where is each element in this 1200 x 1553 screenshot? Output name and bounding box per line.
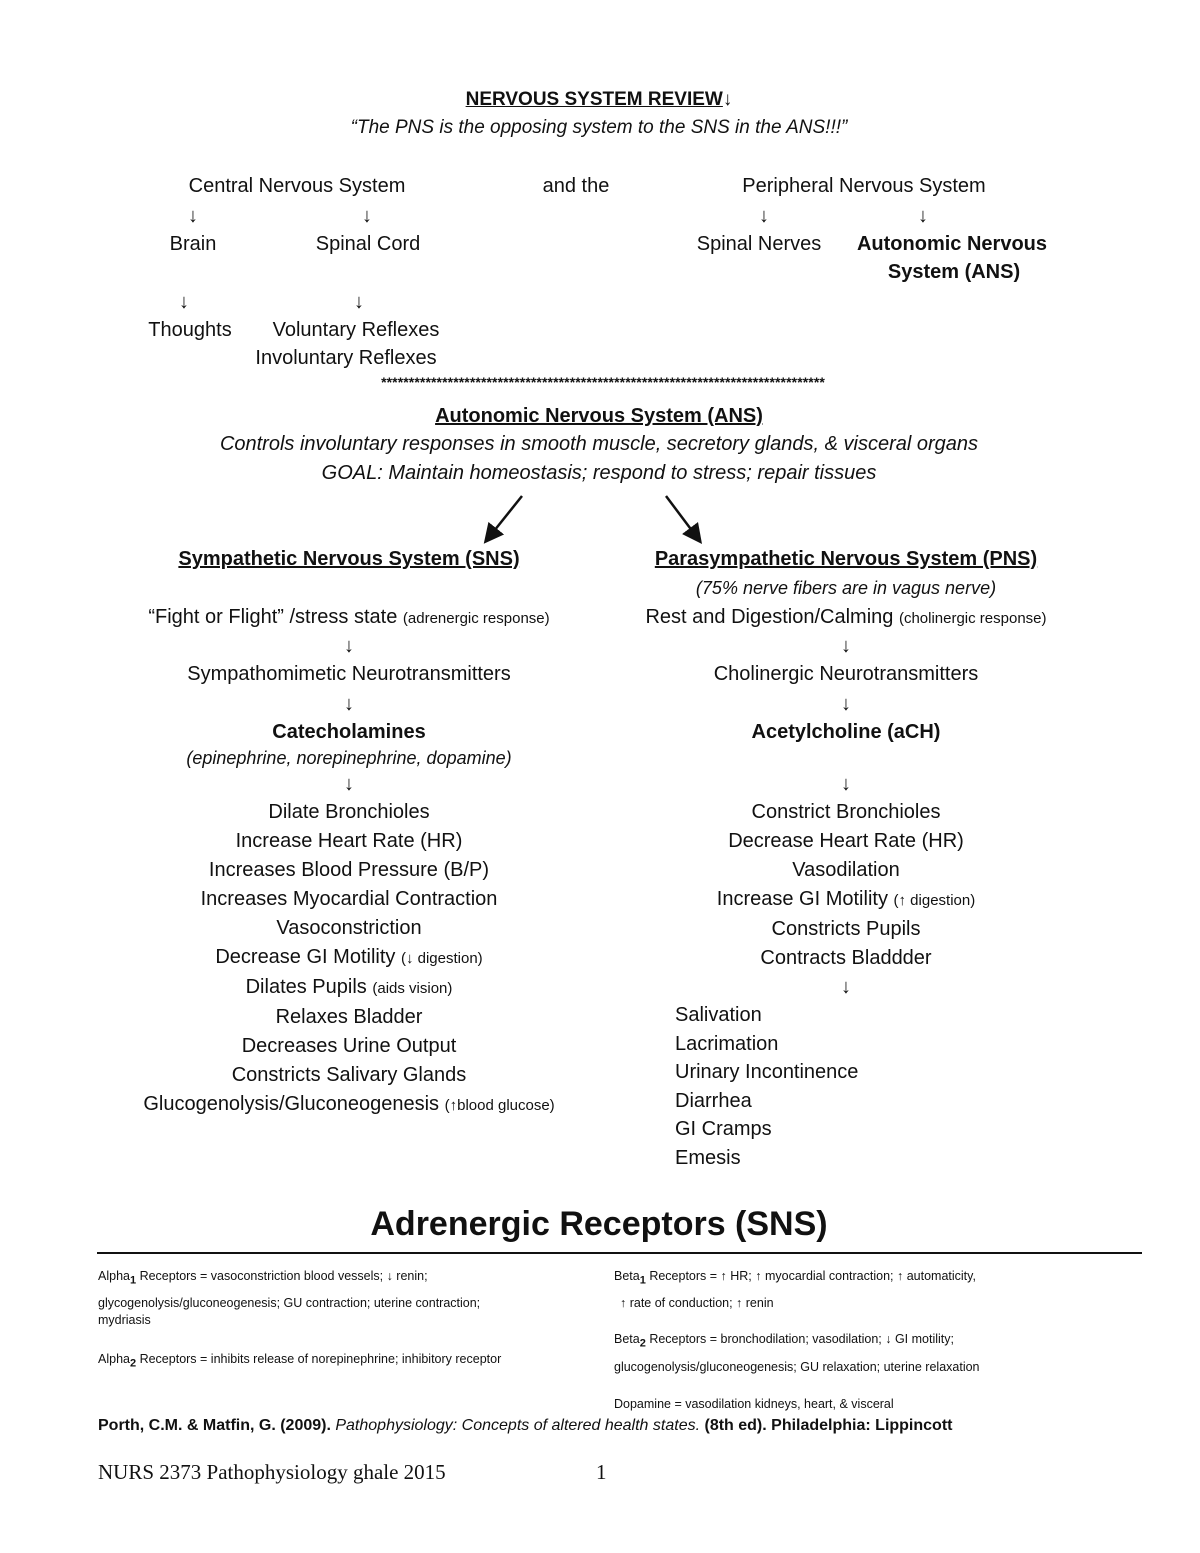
pns-effect: Decrease Heart Rate (HR) [728,830,964,852]
ans-label-line1: Autonomic Nervous [856,233,1048,255]
alpha1-receptors [98,1266,480,1329]
down-arrow-icon: ↓ [179,291,189,313]
sns-effect: Increases Blood Pressure (B/P) [208,859,490,881]
sns-pupils-text: Dilates Pupils [245,976,367,998]
down-arrow-icon: ↓ [188,205,198,227]
beta2-label: Beta [614,1332,640,1346]
alpha2-receptors [98,1349,501,1374]
dopamine-receptors: Dopamine = vasodilation kidneys, heart, & visceral [614,1397,894,1411]
sns-gi-note: (↓ digestion) [400,950,483,967]
pns-symptom: Urinary Incontinence [675,1061,859,1084]
page-number: 1 [596,1460,607,1484]
sns-gluco-text: Glucogenolysis/Gluconeogenesis [143,1093,440,1115]
alpha1-text: Receptors = vasoconstriction blood vessels; ↓ renin; [136,1269,428,1283]
title-text: NERVOUS SYSTEM REVIEW [465,89,723,110]
pns-state-text: Rest and Digestion/Calming [645,606,894,628]
pns-note: (75% nerve fibers are in vagus nerve) [695,578,997,598]
beta2-line2: glucogenolysis/gluconeogenesis; GU relaxation; uterine relaxation [614,1359,980,1374]
beta2-sub: 2 [639,1337,646,1350]
catecholamines: Catecholamines [272,721,426,743]
alpha1-sub: 1 [129,1274,137,1287]
pns-state [645,603,1046,633]
down-arrow-icon: ↓ [344,635,354,657]
sns-effect: Constricts Salivary Glands [231,1064,467,1086]
citation-edition: (8th ed). Philadelphia: Lippincott [704,1417,953,1434]
branch-arrows [470,490,720,550]
quote: “The PNS is the opposing system to the SNS in the ANS!!!” [350,117,848,138]
down-arrow-icon: ↓ [354,291,364,313]
beta1-text: Receptors = ↑ HR; ↑ myocardial contraction; ↑ automaticity, [645,1269,976,1283]
voluntary-reflexes-label: Voluntary Reflexes [272,319,440,341]
beta1-receptors [614,1266,976,1313]
ans-description: Controls involuntary responses in smooth muscle, secretory glands, & visceral organs [219,433,979,455]
sns-effect-gluco [143,1090,554,1120]
pns-effect: Vasodilation [792,859,900,881]
pns-state-note: (cholinergic response) [898,610,1047,627]
sns-state-text: “Fight or Flight” /stress state [148,606,398,628]
down-arrow-icon: ↓ [841,976,851,998]
footer-course: NURS 2373 Pathophysiology ghale 2015 [98,1460,446,1484]
and-the-label: and the [542,175,610,197]
ans-goal: GOAL: Maintain homeostasis; respond to stress; repair tissues [321,462,877,484]
beta2-receptors [614,1329,980,1377]
sns-effect: Increases Myocardial Contraction [200,888,498,910]
sns-gi-text: Decrease GI Motility [215,946,396,968]
sns-effect: Increase Heart Rate (HR) [235,830,463,852]
pns-label: Peripheral Nervous System [742,175,986,197]
sns-title: Sympathetic Nervous System (SNS) [178,548,520,570]
pns-effect: Constricts Pupils [771,918,921,940]
receptors-title: Adrenergic Receptors (SNS) [370,1205,828,1243]
pns-neurotransmitters: Cholinergic Neurotransmitters [713,663,979,685]
pns-symptoms [675,1001,858,1173]
pns-effects [717,798,975,1002]
citation [98,1414,952,1438]
pns-symptom: Salivation [675,1004,762,1026]
sns-neurotransmitters: Sympathomimetic Neurotransmitters [187,663,511,685]
pns-gi-note: (↑ digestion) [893,892,976,909]
sns-effect: Vasoconstriction [276,917,422,939]
sns-gluco-note: (↑blood glucose) [444,1097,555,1114]
alpha1-line3: mydriasis [98,1312,151,1327]
alpha1-label: Alpha [98,1269,130,1283]
sns-effect: Decreases Urine Output [241,1035,457,1057]
down-arrow-icon: ↓ [841,635,851,657]
sns-effect-pupils [143,973,554,1003]
pns-symptom: Lacrimation [675,1032,779,1055]
down-arrow-icon: ↓ [362,205,372,227]
sns-effect-gi [143,943,554,973]
beta1-label: Beta [614,1269,640,1283]
star-divider: ******************************************************************************** [381,374,825,390]
sns-pupils-note: (aids vision) [372,980,453,997]
spinal-nerves-label: Spinal Nerves [696,233,822,255]
involuntary-reflexes-label: Involuntary Reflexes [255,347,437,369]
sns-effect: Dilate Bronchioles [268,801,430,823]
right-branch-arrow-icon [666,496,696,536]
cns-label: Central Nervous System [188,175,406,197]
down-arrow-icon: ↓ [841,693,851,715]
pns-title: Parasympathetic Nervous System (PNS) [654,548,1038,570]
down-arrow-icon: ↓ [344,773,354,795]
sns-effect: Relaxes Bladder [275,1006,423,1028]
beta1-line2: ↑ rate of conduction; ↑ renin [620,1295,774,1310]
citation-title: Pathophysiology: Concepts of altered health states. [335,1417,701,1434]
alpha2-text: Receptors = inhibits release of norepinephrine; inhibitory receptor [136,1352,502,1366]
alpha2-sub: 2 [129,1357,137,1370]
page-title [466,86,733,114]
acetylcholine: Acetylcholine (aCH) [751,721,941,743]
down-arrow-icon: ↓ [841,773,851,795]
ans-title: Autonomic Nervous System (ANS) [435,405,763,427]
title-rule [97,1252,1142,1254]
beta1-sub: 1 [639,1274,646,1287]
alpha2-label: Alpha [98,1352,130,1366]
catecholamines-note: (epinephrine, norepinephrine, dopamine) [186,748,512,768]
sns-state [148,603,549,633]
pns-effect-gi [717,885,975,915]
pns-symptom: Emesis [675,1146,741,1169]
down-arrow-icon: ↓ [918,205,928,227]
thoughts-label: Thoughts [148,319,232,341]
sns-effects [143,798,554,1120]
down-arrow-icon: ↓ [759,205,769,227]
pns-symptom: Diarrhea [675,1089,752,1112]
pns-gi-text: Increase GI Motility [716,888,888,910]
pns-symptom: GI Cramps [675,1118,772,1141]
down-arrow-icon: ↓ [722,89,733,110]
brain-label: Brain [169,233,217,255]
pns-effect: Contracts Bladdder [760,947,932,969]
citation-authors: Porth, C.M. & Matfin, G. (2009). [98,1417,331,1434]
beta2-text: Receptors = bronchodilation; vasodilation; ↓ GI motility; [645,1332,954,1346]
spinal-cord-label: Spinal Cord [315,233,421,255]
ans-label-line2: System (ANS) [887,261,1021,283]
down-arrow-icon: ↓ [344,693,354,715]
left-branch-arrow-icon [490,496,522,536]
sns-state-note: (adrenergic response) [402,610,550,627]
alpha1-line2: glycogenolysis/gluconeogenesis; GU contraction; uterine contraction; [98,1295,481,1310]
pns-effect: Constrict Bronchioles [751,801,941,823]
